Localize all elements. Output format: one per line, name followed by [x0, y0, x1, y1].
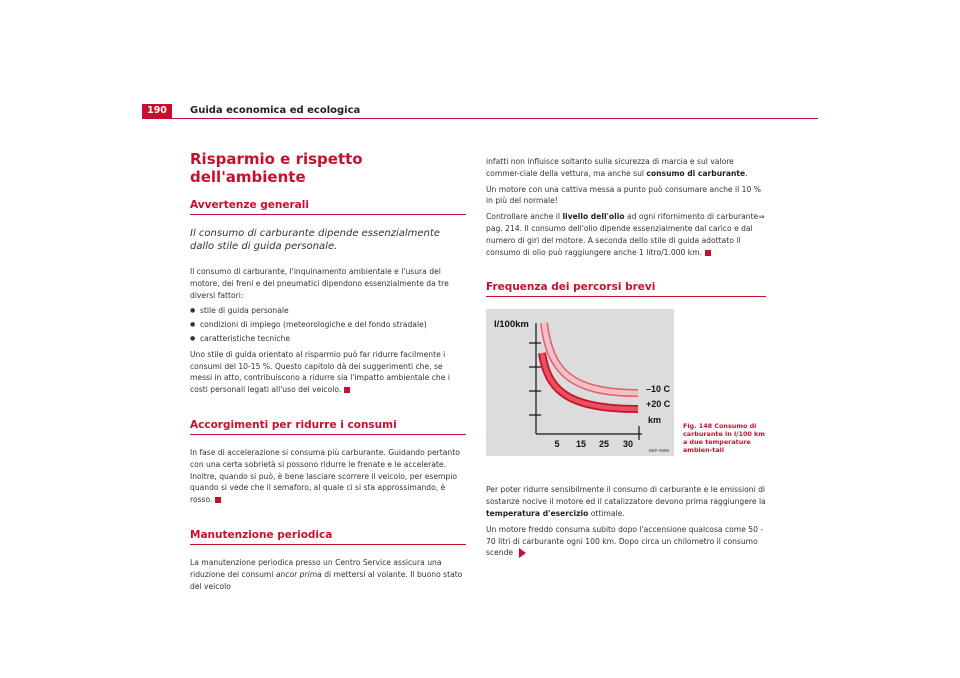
paragraph-text: Per poter ridurre sensibilmente il consumo di carburante e le emissioni di sostanze nocive il motore ed il catalizzatore devono prima raggiungere la	[486, 485, 766, 507]
header-rule	[142, 118, 818, 119]
label-warm: +20 C	[646, 399, 671, 410]
factor-list	[190, 305, 466, 344]
paragraph	[486, 156, 766, 180]
emphasis: ancor prima	[275, 569, 322, 579]
x-tick-label: 15	[575, 439, 587, 450]
end-of-section-icon	[344, 387, 350, 393]
paragraph-text: infatti non influisce soltanto sulla sicurezza di marcia e sul valore commer-ciale della vettura, ma anche sul	[486, 157, 734, 178]
heading-general-notes: Avvertenze generali	[190, 198, 466, 215]
paragraph-text: ad ogni rifornimento di carburante⇒ pag. 214. Il consumo dell'olio dipende essenzialmente dal carico e dal numero di giri del motore. A seconda dello stile di guida adottato il consumo di olio può raggiungere anche 1 litro/1.000 km.	[486, 212, 765, 257]
page-number: 190	[142, 104, 172, 118]
paragraph-text: ottimale.	[588, 508, 625, 518]
x-tick-label: 25	[598, 439, 610, 450]
paragraph	[486, 524, 766, 559]
end-of-section-icon	[705, 250, 711, 256]
paragraph-text: di mettersi al volante. Il buono stato del veicolo	[190, 569, 463, 591]
paragraph: Un motore con una cattiva messa a punto può consumare anche il 10 % in più del normale!	[486, 184, 761, 206]
running-header: Guida economica ed ecologica	[190, 105, 361, 116]
list-item: ● stile di guida personale	[190, 305, 466, 317]
intro-text: Il consumo di carburante dipende essenzialmente dallo stile di guida personale.	[190, 228, 440, 252]
paragraph	[190, 349, 466, 396]
figure-drawing	[486, 309, 674, 456]
paragraph	[190, 447, 466, 506]
bold-term: livello dell'olio	[562, 212, 625, 222]
paragraph-text: Uno stile di guida orientato al risparmio può far ridurre facilmente i consumi del 10-15 %. Questo capitolo dà dei suggerimenti che, se messi in atto, contribuiscono a ridurre sia l'impatto ambientale che i costi personali legati all'uso del veicolo.	[190, 349, 450, 395]
y-axis-label: l/100km	[494, 319, 529, 331]
figure-code: B5P-0096	[649, 448, 670, 454]
paragraph-text: Controllare anche il	[486, 212, 563, 222]
paragraph: Il consumo di carburante, l'inquinamento ambientale e l'usura del motore, dei freni e dei pneumatici dipendono essenzialmente da tre diversi fattori:	[190, 267, 449, 300]
heading-maintenance: Manutenzione periodica	[190, 528, 466, 545]
consumption-figure	[486, 309, 674, 456]
paragraph-text: In fase di accelerazione si consuma più carburante. Guidando pertanto con una certa sobrietà si possono ridurre le frenate e le accelerate. Inoltre, quando si può, è bene lasciare scorrere il veicolo, per esempio quando si vede che il semaforo, al quale ci si sta approssimando, è rosso.	[190, 447, 460, 505]
paragraph-text: Un motore freddo consuma subito dopo l'accensione qualcosa come 50 - 70 litri di carburante ogni 100 km. Dopo circa un chilometro il consumo scende	[486, 524, 764, 558]
paragraph	[486, 484, 766, 519]
heading-short-trips: Frequenza dei percorsi brevi	[486, 280, 766, 297]
section-title: Risparmio e rispetto dell'ambiente	[190, 150, 363, 186]
x-tick-label: 30	[622, 439, 634, 450]
paragraph-text: La manutenzione periodica presso un Centro Service assicura una riduzione dei consumi	[190, 557, 442, 579]
continue-arrow-icon	[519, 548, 526, 558]
right-column	[486, 156, 766, 563]
list-item: ● condizioni di impiego (meteorologiche e del fondo stradale)	[190, 319, 466, 331]
bold-term: consumo di carburante	[646, 168, 746, 178]
heading-reduce-consumption: Accorgimenti per ridurre i consumi	[190, 418, 466, 435]
paragraph	[486, 211, 766, 258]
label-cold: –10 C	[646, 384, 671, 395]
x-tick-label: 5	[554, 439, 560, 450]
end-of-section-icon	[215, 497, 221, 503]
paragraph	[190, 557, 466, 592]
x-unit-label: km	[648, 415, 662, 426]
figure-caption: Fig. 148 Consumo di carburante in l/100 km a due temperature ambien-tali	[683, 422, 765, 454]
left-column	[190, 150, 466, 596]
paragraph-text: .	[745, 168, 748, 178]
curve-cold-outline	[544, 323, 638, 393]
list-item: ● caratteristiche tecniche	[190, 333, 466, 345]
bold-term: temperatura d'esercizio	[486, 508, 589, 518]
